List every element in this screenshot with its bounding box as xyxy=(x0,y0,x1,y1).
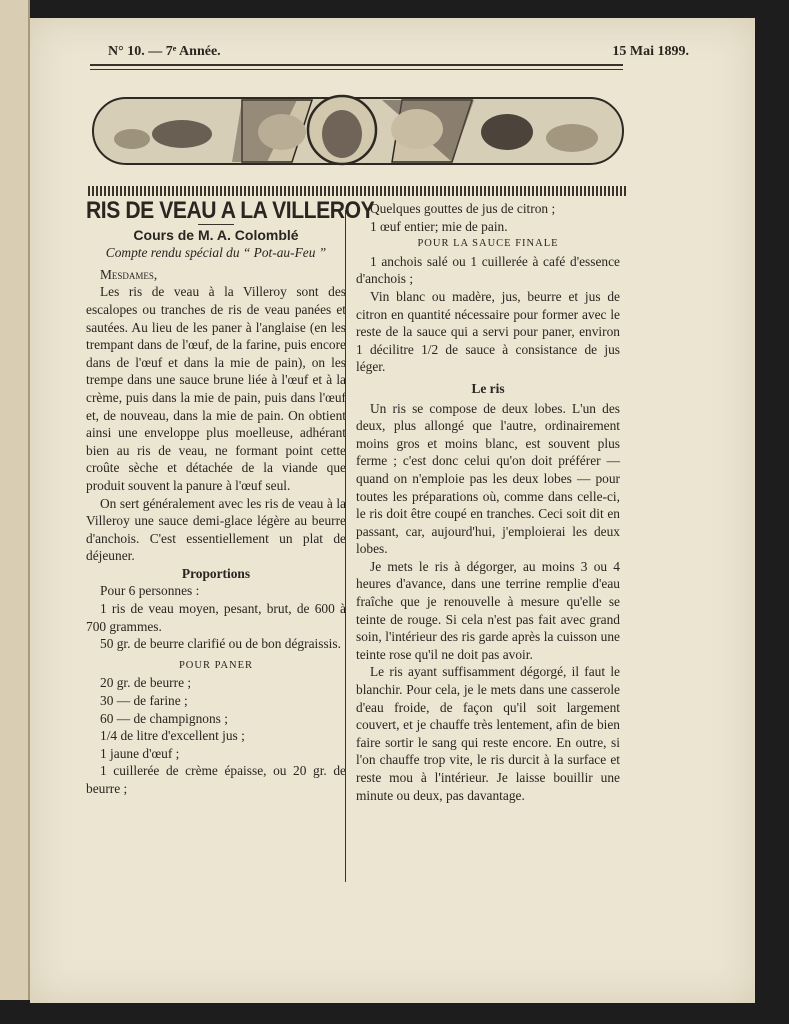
ingredient: 1 ris de veau moyen, pesant, brut, de 600 à 700 grammes. xyxy=(86,601,346,634)
article-report-line: Compte rendu spécial du “ Pot-au-Feu ” xyxy=(105,245,327,261)
list-item: 1 œuf entier; mie de pain. xyxy=(370,218,508,234)
ingredient: 50 gr. de beurre clarifié ou de bon dégraissis. xyxy=(100,636,341,652)
list-item: 1 cuillerée de crème épaisse, ou 20 gr. de beurre ; xyxy=(86,763,346,796)
issue-number: N° 10. — 7ᵉ Année. xyxy=(108,44,221,59)
proportions-heading: Proportions xyxy=(181,565,251,581)
salutation: Mesdames, xyxy=(100,266,158,282)
ris-heading: Le ris xyxy=(471,380,505,396)
paragraph: Le ris ayant suffisamment dégorgé, il faut le blanchir. Pour cela, je le mets dans une casserole d'eau froide, de façon qu'il soit largement couvert, et je chauffe très lentement, afin de bien faire sortir le sang qui reste encore. En outre, si l'on chauffe trop vite, le ris durcit à la surface et reste mou à l'intérieur. Je laisse bouillir une minute ou deux, pas davantage. xyxy=(356,664,620,803)
servings: Pour 6 personnes : xyxy=(100,583,200,599)
facing-page-edge xyxy=(0,0,30,1000)
issue-date: 15 Mai 1899. xyxy=(612,44,689,59)
article-author: Cours de M. A. Colomblé xyxy=(133,226,299,243)
paragraph: Je mets le ris à dégorger, au moins 3 ou 4 heures d'avance, dans une terrine remplie d'eau fraîche que je renouvelle à mesure qu'elle se teinte de rouge. Si cela n'est pas fait avec grand soin, l'intérieur des ris garde après la cuisson une teinte rose qu'il ne doit pas avoir. xyxy=(356,558,620,662)
ingredient: Vin blanc ou madère, jus, beurre et jus de citron en quantité nécessaire pour former avec le reste de la sauce qui a servi pour paner, environ 1 décilitre 1/2 de sauce à consistance de jus léger. xyxy=(356,288,620,375)
header-rule xyxy=(90,64,623,66)
decorative-border xyxy=(88,186,626,196)
article-title: RIS DE VEAU A LA VILLEROY xyxy=(86,197,375,224)
paragraph: Les ris de veau à la Villeroy sont des escalopes ou tranches de ris de veau panées et sautées. Au lieu de les paner à l'anglaise (en les trempant dans de l'œuf, de la farine, puis encore dans de l'œuf et dans la mie de pain), on les trempe dans une sauce brune liée à l'œuf et à la crème, puis dans la mie de pain, puis dans l'œuf et, de nouveau, dans la mie de pain. On obtient ainsi une enveloppe plus moelleuse, adhérant bien au ris de veau, ne formant point cette croûte sèche et détachée de la viande que produit souvent la panure à l'œuf seul. xyxy=(86,284,346,493)
list-item: 20 gr. de beurre ; xyxy=(100,675,192,691)
list-item: 30 — de farine ; xyxy=(100,693,188,709)
column-divider xyxy=(345,210,346,882)
ingredient: 1 anchois salé ou 1 cuillerée à café d'essence d'anchois ; xyxy=(356,253,620,287)
column-left xyxy=(86,197,375,798)
paner-heading: POUR PANER xyxy=(178,659,254,671)
sauce-heading: POUR LA SAUCE FINALE xyxy=(417,238,559,250)
list-item: 1 jaune d'œuf ; xyxy=(100,745,180,761)
animal-banner-illustration xyxy=(92,84,624,184)
header-rule-thin xyxy=(90,69,623,70)
list-item: 60 — de champignons ; xyxy=(100,710,228,726)
paragraph: On sert généralement avec les ris de veau à la Villeroy une sauce demi-glace légère au beurre d'anchois. C'est essentiellement un plat de déjeuner. xyxy=(86,495,346,564)
list-item: Quelques gouttes de jus de citron ; xyxy=(370,201,556,216)
paragraph: Un ris se compose de deux lobes. L'un des deux, plus allongé que l'autre, ordinairement moins gros et moins blanc, est souvent plus ferme ; c'est donc celui qu'on doit préférer — quand on n'emploie pas les deux lobes — pour toutes les préparations où, comme dans celle-ci, le ris doit être coupé en tranches. Ceci soit dit en passant, car, aujourd'hui, j'emploierai les deux lobes. xyxy=(356,400,620,557)
list-item: 1/4 de litre d'excellent jus ; xyxy=(100,728,245,744)
column-right xyxy=(356,200,620,804)
